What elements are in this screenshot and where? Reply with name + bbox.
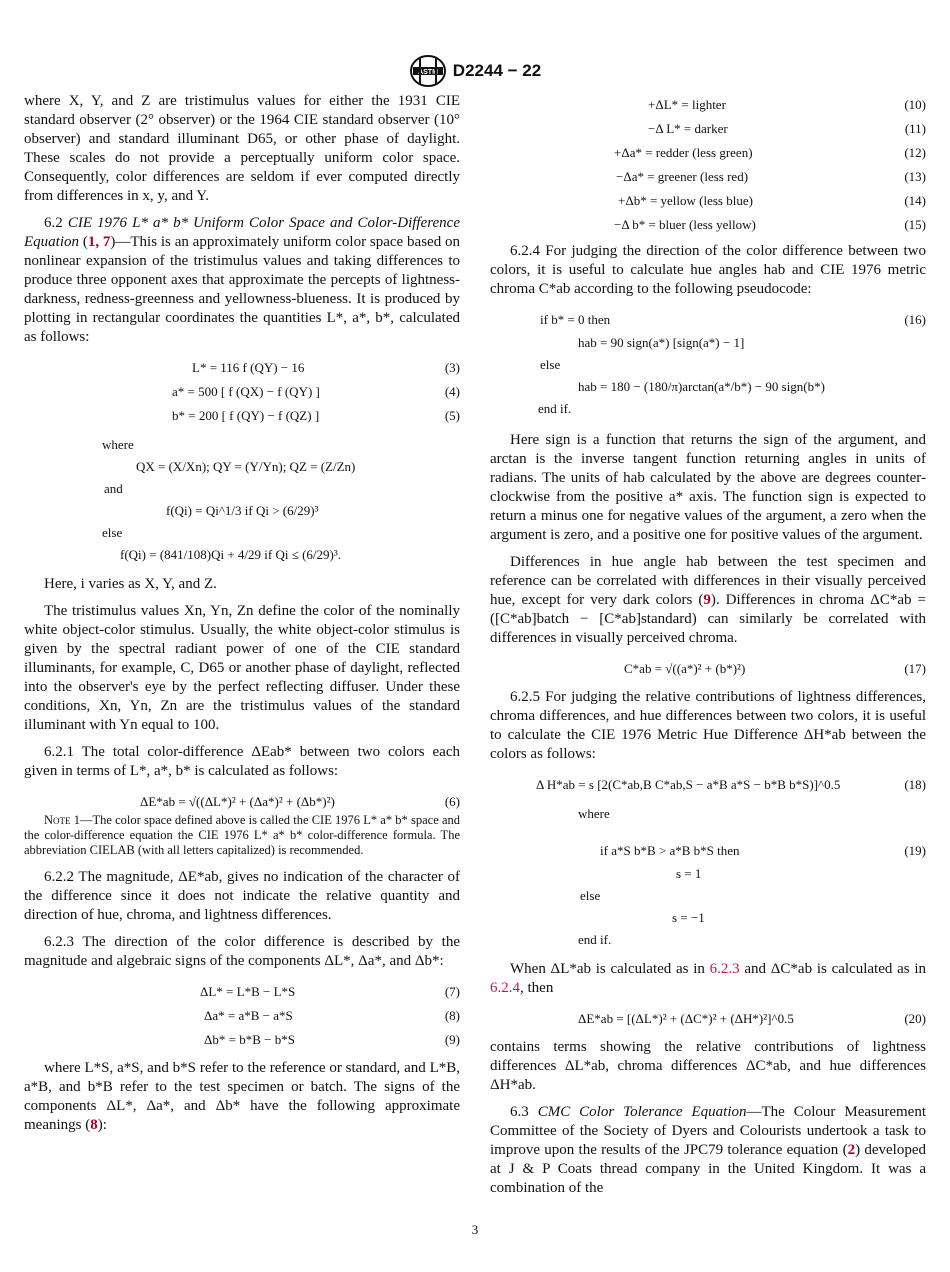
q-definitions: [24, 455, 460, 477]
text: f(Qi) = Qi^1/3 if Qi > (6/29)³: [166, 503, 319, 518]
equation-14: [490, 188, 926, 212]
equation-3: [24, 355, 460, 379]
paragraph-hue-differences: [490, 553, 926, 648]
equation-number: (5): [444, 408, 460, 423]
page-header: [0, 54, 950, 88]
s-equals-minus-1: [490, 906, 926, 928]
section-number: 6.3: [510, 1104, 529, 1120]
code-text: hab = 180 − (180/π)arctan(a*/b*) − 90 sign(b*): [578, 379, 825, 394]
equation-expr: ΔE*ab = [(ΔL*)² + (ΔC*)² + (ΔH*)²]^0.5: [578, 1011, 794, 1026]
paragraph-6-2-1: 6.2.1 The total color-difference ΔEab* between two colors each given in terms of L*, a*, b* is calculated as follows:: [24, 744, 460, 779]
and-label: [24, 477, 460, 499]
equation-number: (12): [904, 145, 926, 160]
condition-19: [490, 838, 926, 862]
paragraph-6-2-2: 6.2.2 The magnitude, ΔE*ab, gives no indication of the character of the difference since it does not indicate the relative quantity and direction of hue, chroma, and lightness differences.: [24, 869, 460, 923]
section-link-6-2-4[interactable]: 6.2.4: [490, 980, 520, 996]
note-1: [24, 813, 460, 858]
paragraph-tristimulus-values: The tristimulus values Xn, Yn, Zn define the color of the nominally white object-color stimulus. Usually, the white object-color stimulus is given by the spectral radiant power of one of the CIE standard illuminants, for example, C, D65 or another phase of daylight, reflected into the observer's eye by the perfect reflecting diffuser. Under these conditions, Xn, Yn, Zn are the tristimulus values of the standard illuminant with Yn equal to 100.: [24, 603, 460, 733]
section-6-3: [490, 1103, 926, 1198]
equation-expr: ΔL* = L*B − L*S: [200, 984, 296, 999]
equation-number: (19): [904, 843, 926, 858]
paragraph-text: When ΔL*ab is calculated as in: [510, 961, 710, 977]
paragraph-signs: [24, 1059, 460, 1135]
section-link-6-2-3[interactable]: 6.2.3: [709, 961, 740, 977]
note-label: Note 1: [44, 813, 80, 827]
equation-expr: b* = 200 [ f (QY) − f (QZ) ]: [172, 408, 320, 423]
paragraph-text: and ΔC*ab is calculated as in: [739, 961, 926, 977]
paragraph-when: [490, 960, 926, 998]
code-text: end if.: [538, 401, 572, 416]
section-6-2: 6.2 CIE 1976 L* a* b* Uniform Color Space and Color-Difference Equation (1, 7)—This is an approximately uniform color space based on nonlinear expansion of the tristimulus values and taking differences to produce three opponent axes that approximate the percepts of lightness-darkness, redness-greenness and yellowness-blueness. It is produced by plotting in rectangular coordinates the quantities L*, a*, b*, calculated as follows:: [24, 215, 461, 345]
section-title: CIE 1976 L* a* b* Uniform Color Space and Color-Difference Equation: [24, 215, 460, 250]
else-label: [24, 521, 460, 543]
f-case-1: [24, 499, 460, 521]
equation-number: (6): [444, 794, 460, 809]
equation-expr: −Δ L* = darker: [648, 121, 728, 136]
equation-expr: +ΔL* = lighter: [648, 97, 726, 112]
equation-number: (15): [904, 217, 926, 232]
equation-5: [24, 403, 460, 427]
equation-number: (17): [904, 661, 926, 676]
equation-number: (4): [444, 384, 460, 399]
paragraph-text: , then: [520, 980, 554, 996]
equation-7: [24, 979, 460, 1003]
equation-expr: C*ab = √((a*)² + (b*)²): [624, 661, 746, 676]
code-text: if b* = 0 then: [540, 312, 611, 327]
paragraph-6-2-4: 6.2.4 For judging the direction of the color difference between two colors, it is useful to calculate hue angles hab and CIE 1976 metric chroma C*ab according to the following pseudocode:: [490, 243, 926, 297]
else-label: [490, 884, 926, 906]
text: where: [578, 806, 610, 821]
where-label: [24, 433, 460, 455]
document-id: D2244 − 22: [452, 61, 542, 80]
equation-number: (9): [444, 1032, 460, 1047]
text: s = 1: [676, 866, 702, 881]
reference-link[interactable]: 2: [847, 1142, 856, 1158]
equation-number: (16): [904, 312, 926, 327]
reference-link[interactable]: 8: [90, 1117, 98, 1133]
f-case-2: [24, 543, 460, 565]
end-if-label: [490, 928, 926, 950]
equation-15: [490, 212, 926, 236]
svg-text:ASTM: ASTM: [417, 69, 438, 76]
pseudocode-if: [490, 307, 926, 331]
equation-expr: +Δb* = yellow (less blue): [618, 193, 753, 208]
pseudocode-end: [490, 397, 926, 419]
note-text: —The color space defined above is called the CIE 1976 L* a* b* space and the color-difference equation the CIE 1976 L* a* b* color-difference formula. The abbreviation CIELAB (with all letters capitalized) is recommended.: [24, 813, 460, 857]
paragraph-text: ):: [97, 1117, 107, 1133]
reference-link[interactable]: 1, 7: [87, 234, 111, 250]
page-number: 3: [471, 1222, 479, 1237]
text: and: [104, 481, 123, 496]
text: else: [580, 888, 601, 903]
text: end if.: [578, 932, 612, 947]
paragraph-text: ). Differences in chroma ΔC*ab = ([C*ab]batch − [C*ab]standard) can similarly be correlated with differences in visually perceived chroma.: [490, 592, 926, 646]
equation-expr: a* = 500 [ f (QX) − f (QY) ]: [172, 384, 320, 399]
reference-link[interactable]: 9: [703, 592, 711, 608]
equation-13: [490, 164, 926, 188]
paragraph-text: where L*S, a*S, and b*S refer to the reference or standard, and L*B, a*B, and b*B refer to the test specimen or batch. The signs of the components ΔL*, Δa*, and Δb* have the following approximate meanings (: [24, 1060, 460, 1133]
equation-expr: ΔE*ab = √((ΔL*)² + (Δa*)² + (Δb*)²): [140, 794, 335, 809]
paragraph-sign-function: Here sign is a function that returns the sign of the argument, and arctan is the inverse tangent function returning angles in units of radians. The units of hab calculated by the above are degrees counter-clockwise from the positive a* axis. The function sign is expected to return a minus one for negative values of the argument, a zero when the argument is zero, and a positive one for positive values of the argument.: [490, 432, 926, 543]
equation-expr: Δa* = a*B − a*S: [204, 1008, 293, 1023]
code-text: hab = 90 sign(a*) [sign(a*) − 1]: [578, 335, 745, 350]
paragraph-tristimulus-intro: where X, Y, and Z are tristimulus values for either the 1931 CIE standard observer (2° observer) or the 1964 CIE standard observer (10° observer) and standard illuminant D65, or other phase of daylight. These scales do not provide a perceptually uniform color space. Consequently, color differences are seldom if ever computed directly from differences in x, y, and Y.: [24, 93, 460, 204]
equation-number: (7): [444, 984, 460, 999]
equation-expr: Δ H*ab = s [2(C*ab,B C*ab,S − a*B a*S − b*B b*S)]^0.5: [536, 777, 841, 792]
text: QX = (X/Xn); QY = (Y/Yn); QZ = (Z/Zn): [136, 459, 356, 474]
equation-number: (10): [904, 97, 926, 112]
equation-number: (3): [444, 360, 460, 375]
code-text: else: [540, 357, 561, 372]
paragraph-6-2-5: 6.2.5 For judging the relative contributions of lightness differences, chroma differences, and hue differences between two colors, it is useful to calculate the CIE 1976 Metric Hue Difference ΔH*ab between the colors as follows:: [490, 689, 926, 762]
paragraph-6-2-3: 6.2.3 The direction of the color difference is described by the magnitude and algebraic signs of the components ΔL*, Δa*, and Δb*:: [24, 934, 460, 969]
equation-9: [24, 1027, 460, 1051]
section-title: CMC Color Tolerance Equation: [537, 1104, 747, 1120]
equation-expr: −Δ b* = bluer (less yellow): [614, 217, 756, 232]
equation-expr: −Δa* = greener (less red): [616, 169, 749, 184]
equation-6: [24, 789, 460, 813]
section-body: ) developed at J & P Coats thread company in the United Kingdom. It was a combination of the: [490, 1142, 926, 1196]
equation-number: (11): [904, 121, 926, 136]
astm-logo-icon: [409, 54, 447, 88]
equation-expr: if a*S b*B > a*B b*S then: [600, 843, 740, 858]
pseudocode-else: [490, 353, 926, 375]
equation-expr: L* = 116 f (QY) − 16: [192, 360, 305, 375]
equation-number: (13): [904, 169, 926, 184]
s-equals-1: [490, 862, 926, 884]
text: f(Qi) = (841/108)Qi + 4/29 if Qi ≤ (6/29)³.: [120, 547, 342, 562]
equation-number: (18): [904, 777, 926, 792]
equation-8: [24, 1003, 460, 1027]
paragraph-text: Differences in hue angle hab between the test specimen and reference can be correlated with differences in their visually perceived hue, except for very dark colors (: [490, 554, 926, 608]
equation-number: (20): [904, 1011, 926, 1026]
equation-expr: +Δa* = redder (less green): [614, 145, 753, 160]
paragraph-here-i: Here, i varies as X, Y, and Z.: [44, 576, 217, 592]
equation-11: [490, 116, 926, 140]
left-column: [24, 92, 460, 1143]
equation-20: [490, 1006, 926, 1030]
section-body: —The Colour Measurement Committee of the Society of Dyers and Colourists undertook a task to improve upon the results of the JPC79 tolerance equation (: [490, 1104, 927, 1158]
text: s = −1: [672, 910, 705, 925]
where-label: [490, 802, 926, 824]
equation-number: (8): [444, 1008, 460, 1023]
pseudocode-h1: [490, 331, 926, 353]
equation-12: [490, 140, 926, 164]
equation-10: [490, 92, 926, 116]
section-number: 6.2: [44, 215, 63, 231]
text: where: [102, 437, 134, 452]
text: else: [102, 525, 123, 540]
section-body: —This is an approximately uniform color space based on nonlinear expansion of the tristimulus values and taking differences to produce three opponent axes that approximate the percepts of lightness-darkness, redness-greenness and yellowness-blueness. It is produced by plotting in rectangular coordinates the quantities L*, a*, b*, calculated as follows:: [24, 234, 461, 345]
equation-number: (14): [904, 193, 926, 208]
equation-18: [490, 772, 926, 796]
equation-17: [490, 656, 926, 680]
equation-4: [24, 379, 460, 403]
paragraph-contains: contains terms showing the relative contributions of lightness differences ΔL*ab, chroma differences ΔC*ab, and hue differences ΔH*ab.: [490, 1039, 926, 1093]
pseudocode-h2: [490, 375, 926, 397]
right-column: [490, 92, 926, 1206]
equation-expr: Δb* = b*B − b*S: [204, 1032, 295, 1047]
